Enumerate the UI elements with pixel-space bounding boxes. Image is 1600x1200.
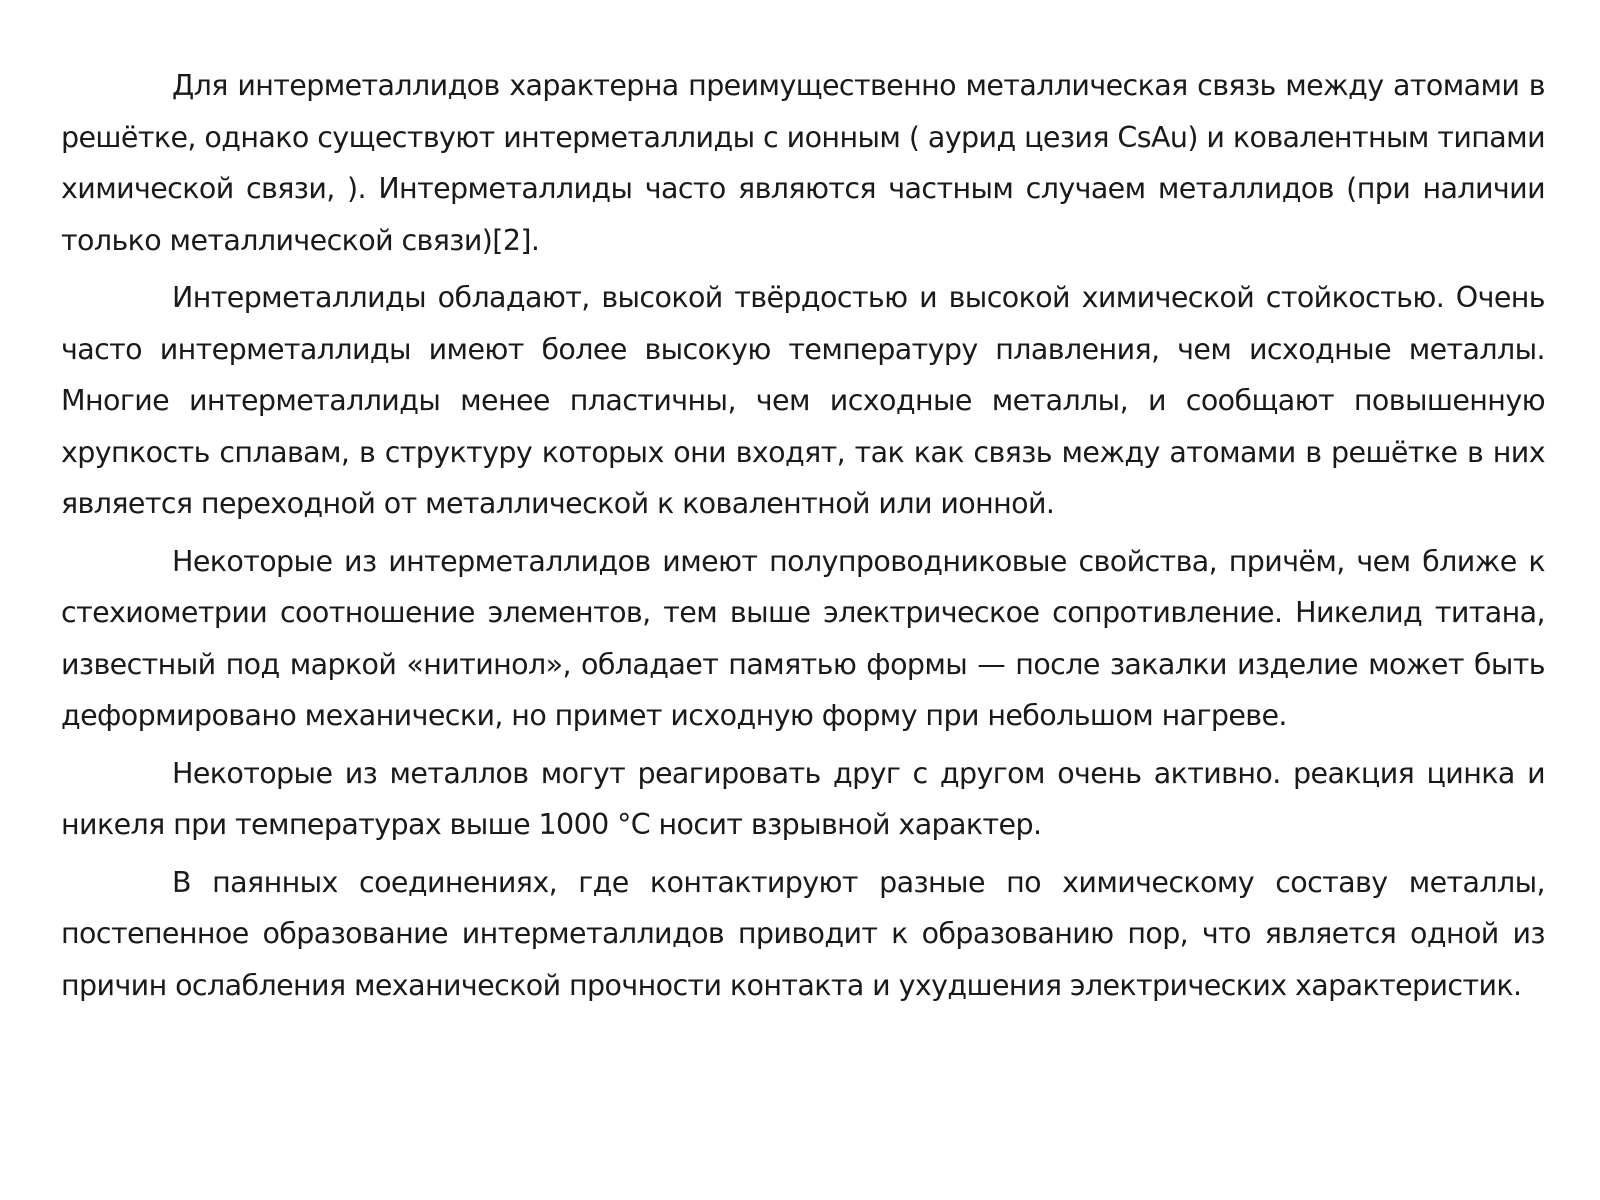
paragraph-properties: Интерметаллиды обладают, высокой твёрдостью и высокой химической стойкостью. Очень часто интерметаллиды имеют более высокую температуру плавления, чем исходные металлы. Многие интерметаллиды менее пластичны, чем исходные металлы, и сообщают повышенную хрупкость сплавам, в структуру которых они входят, так как связь между атомами в решётке в них является переходной от металлической к ковалентной или ионной. <box>61 281 1545 520</box>
document-body <box>61 60 1545 1017</box>
paragraph-soldered-joints: В паянных соединениях, где контактируют разные по химическому составу металлы, постепенное образование интерметаллидов приводит к образованию пор, что является одной из причин ослабления механической прочности контакта и ухудшения электрических характеристик. <box>61 865 1545 1002</box>
paragraph-semiconductors: Некоторые из интерметаллидов имеют полупроводниковые свойства, причём, чем ближе к стехиометрии соотношение элементов, тем выше электрическое сопротивление. Никелид титана, известный под маркой «нитинол», обладает памятью формы — после закалки изделие может быть деформировано механически, но примет исходную форму при небольшом нагреве. <box>61 544 1545 732</box>
paragraph-bonding: Для интерметаллидов характерна преимущественно металлическая связь между атомами в решётке, однако существуют интерметаллиды с ионным ( аурид цезия CsAu) и ковалентным типами химической связи, ). Интерметаллиды часто являются частным случаем металлидов (при наличии только металлической связи)[2]. <box>61 69 1545 257</box>
paragraph-reactivity: Некоторые из металлов могут реагировать друг с другом очень активно. реакция цинка и никеля при температурах выше 1000 °C носит взрывной характер. <box>61 756 1545 841</box>
